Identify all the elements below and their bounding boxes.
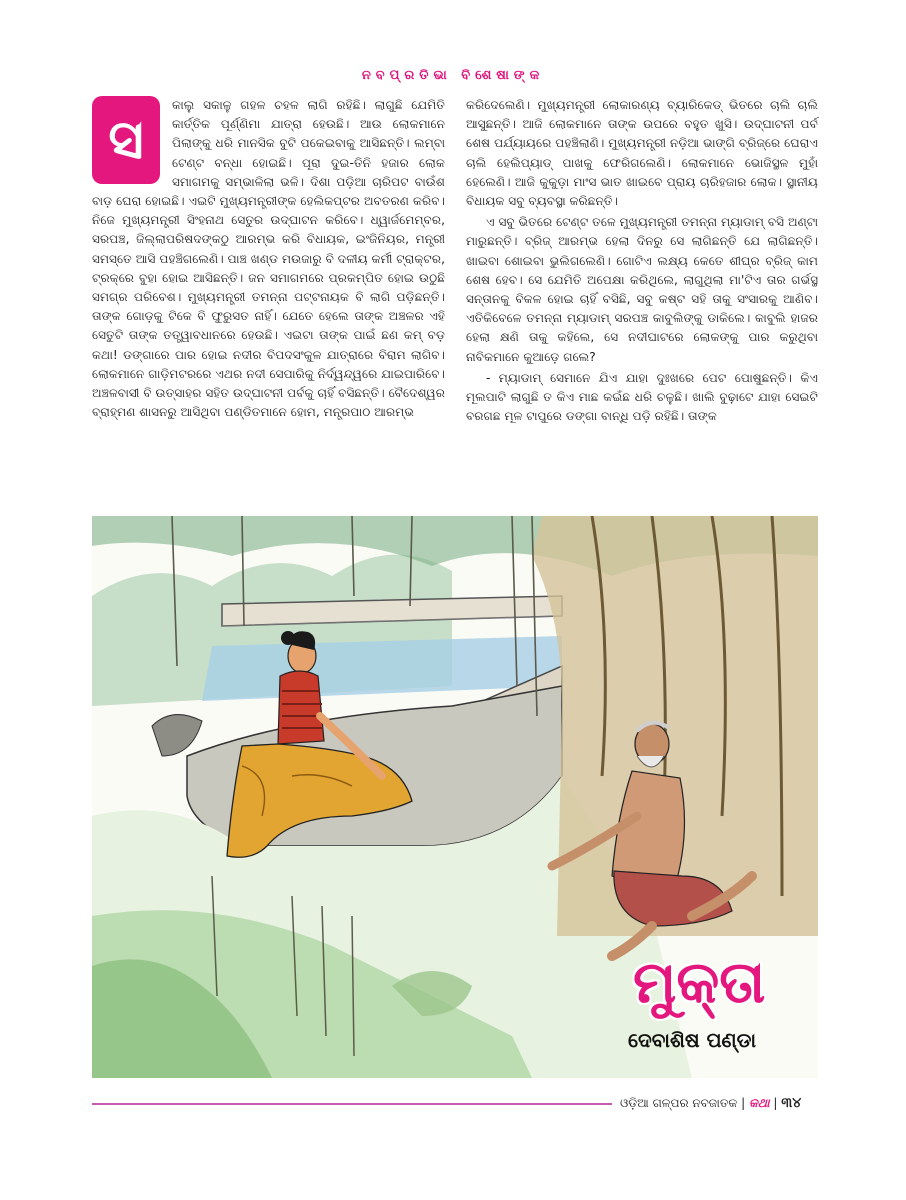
story-author: ଦେବାଶିଷ ପଣ୍ଡା xyxy=(628,1028,757,1052)
footer-divider: | xyxy=(773,1096,782,1110)
paragraph: ଏ ସବୁ ଭିତରେ ଟେଣ୍ଟ ତଳେ ମୁଖ୍ୟମନ୍ତ୍ରୀ ତମନ୍ନା ମ୍ୟାଡାମ୍ ବସି ଅଣ୍ଟା ମାରୁଛନ୍ତି। ବ୍ରିଜ୍ ଆରମ୍ଭ ହେଲା ଦିନରୁ ସେ ଲାଗିଛନ୍ତି ଯେ ଲାଗିଛନ୍ତି। ଖାଇବା ଶୋଇବା ଭୁଲିଗଲେଣି। ଗୋଟିଏ ଲକ୍ଷ୍ୟ କେତେ ଶୀଘ୍ର ବ୍ରିଜ୍ କାମ ଶେଷ ହେବ। ସେ ଯେମିତି ଅପେକ୍ଷା କରିଥିଲେ, ଲାଗୁଥିଲା ମା'ଟିଏ ତାର ଗର୍ଭସ୍ଥ ସନ୍ତାନକୁ ବିକଳ ହୋଇ ଚାହିଁ ବସିଛି, ସବୁ କଷ୍ଟ ସହି ତାକୁ ସଂସାରକୁ ଆଣିବ। ଏତିକିବେଳେ ତମନ୍ନା ମ୍ୟାଡାମ୍ ସରପଞ୍ଚ କାବୁଲିଙ୍କୁ ଡାକିଲେ। କାବୁଲି ହାଜର ହେଲା କ୍ଷଣି ତାକୁ କହିଲେ, ସେ ନଦୀଘାଟରେ ଲୋକଙ୍କୁ ପାର କରୁଥିବା ନାବିକମାନେ କୁଆଡ଼େ ଗଲେ? xyxy=(466,215,819,364)
dropcap: ସ xyxy=(92,96,160,184)
paragraph: କାଲୁ ସକାଳୁ ଗହଳ ଚହଳ ଲାଗି ରହିଛି। ଲାଗୁଛି ଯେମିତି କାର୍ତ୍ତିକ ପୂର୍ଣ୍ଣିମା ଯାତ୍ରା ହେଉଛି। ଆଉ ଲୋକମାନେ ପିଲାଙ୍କୁ ଧରି ମାନସିକ ବୁଟି ପକେଇବାକୁ ଆସିଛନ୍ତି। ଲମ୍ବା ଟେଣ୍ଟ ବନ୍ଧା ହୋଇଛି। ପୂରା ଦୁଇ-ତିନି ହଜାର ଲୋକ ସମାଗମକୁ ସମ୍ଭାଳିଲା ଭଳି। ଦିଶା ପଡ଼ିଆ ଚାରିପଟ ବାଉଁଶ ବାଡ଼ ଘେରା ହୋଇଛି। ଏଇଟି ମୁଖ୍ୟମନ୍ତ୍ରୀଙ୍କ ହେଲିକପ୍ଟର ଅବତରଣ କରିବ। ନିଜେ ମୁଖ୍ୟମନ୍ତ୍ରୀ ସିଂହନାଥ ସେତୁର ଉଦ୍‌ଘାଟନ କରିବେ। ଧ୍ୱାର୍ଜମେମ୍ବର, ସରପଞ୍ଚ, ଜିଲ୍ଲାପରିଷଦଙ୍କଠୁ ଆରମ୍ଭ କରି ବିଧାୟକ, ଇଂଜିନିୟର, ମନ୍ତ୍ରୀ ସମସ୍ତେ ଆସି ପହଞ୍ଚିଗଲେଣି। ପାଞ୍ଚ ଖଣ୍ଡ ମଉଜାରୁ ବି ଦଳୀୟ କର୍ମୀ ଟ୍ରାକ୍ଟର, ଟ୍ରକ୍‌ରେ ବୁହା ହୋଇ ଆସିଛନ୍ତି। ଜନ ସମାଗମରେ ପ୍ରକମ୍ପିତ ହୋଇ ଉଠୁଛି ସମଗ୍ର ପରିବେଶ। ମୁଖ୍ୟମନ୍ତ୍ରୀ ତମନ୍ନା ପଟ୍ଟନାୟକ ବି ଲାଗି ପଡ଼ିଛନ୍ତି। ତାଙ୍କ ଗୋଡ଼କୁ ଟିକେ ବି ଫୁରୁସତ ନାହିଁ। ଯେତେ ହେଲେ ତାଙ୍କ ଅଞ୍ଚଳର ଏହି ସେତୁଟି ତାଙ୍କ ତତ୍ତ୍ୱାବଧାନରେ ହେଉଛି। ଏଇଟା ତାଙ୍କ ପାଇଁ ଛଣ କମ୍ ବଡ଼ କଥା! ଡଙ୍ଗାରେ ପାର ହୋଇ ନଦୀର ବିପଦସଂକୁଳ ଯାତ୍ରାରେ ବିରାମ ଲାଗିବ। ଲୋକମାନେ ଗାଡ଼ିମଟରରେ ଏଥର ନଦୀ ସେପାରିକୁ ନିର୍ଦ୍ୱନ୍ଦ୍ୱରେ ଯାଇପାରିବେ। ଅଞ୍ଚଳବାସୀ ବି ଉତ୍ସାହର ସହିତ ଉଦ୍‌ଘାଟନୀ ପର୍ବକୁ ଚାହିଁ ବସିଛନ୍ତି। ବୈଦେଶ୍ୱର ବ୍ରାହ୍ମଣ ଶାସନରୁ ଆସିଥିବା ପଣ୍ଡିତମାନେ ହୋମ, ମନ୍ତ୍ରପାଠ ଆରମ୍ଭ xyxy=(92,98,445,420)
story-title: ମୁକ୍ତା xyxy=(633,948,766,1016)
footer-divider: | xyxy=(741,1096,749,1110)
magazine-brand: କଥା xyxy=(748,1096,770,1110)
right-column xyxy=(466,96,818,426)
left-column xyxy=(92,96,445,422)
paragraph: କରିଦେଲେଣି। ମୁଖ୍ୟମନ୍ତ୍ରୀ ଲୋକାରଣ୍ୟ ବ୍ୟାରିକେଡ୍ ଭିତରେ ଚାଲି ଚାଲି ଆସୁଛନ୍ତି। ଆଜି ଲୋକମାନେ ତାଙ୍କ ଉପରେ ବହୁତ ଖୁସି। ଉଦ୍‌ଘାଟନୀ ପର୍ବ ଶେଷ ପର୍ଯ୍ୟାୟରେ ପହଞ୍ଚିଲାଣି। ମୁଖ୍ୟମନ୍ତ୍ରୀ ନଡ଼ିଆ ଭାଙ୍ଗି ବ୍ରିଜ୍‌ରେ ଘେରାଏ ଚାଲି ହେଲିପ୍ୟାଡ୍ ପାଖକୁ ଫେରିଗଲେଣି। ଲୋକମାନେ ଭୋଜିସ୍ଥଳ ମୁହାଁ ହେଲେଣି। ଆଜି କୁକୁଡ଼ା ମାଂସ ଭାତ ଖାଇବେ ପ୍ରାୟ ଚାରିହଜାର ଲୋକ। ସ୍ଥାନୀୟ ବିଧାୟକ ସବୁ ବ୍ୟବସ୍ଥା କରିଛନ୍ତି। xyxy=(466,98,818,209)
paragraph: - ମ୍ୟାଡାମ୍ ସେମାନେ ଯିଏ ଯାହା ଦୁଃଖରେ ପେଟ ପୋଷୁଛନ୍ତି। କିଏ ମୂଲପାଟି ଲାଗୁଛି ତ କିଏ ମାଛ କଇଁଛ ଧରି ଚଳୁଛି। ଖାଲି ବୁଢ଼ାଟେ ଯାହା ସେଇଟି ବରଗଛ ମୂଳ ଟାପୁରେ ଡଙ୍ଗା ବାନ୍ଧି ପଡ଼ି ରହିଛି। ତାଙ୍କ xyxy=(466,370,818,424)
page-number: ୩୪ xyxy=(781,1095,802,1111)
section-header: ନବପ୍ରତିଭା ବିଶେଷାଙ୍କ xyxy=(361,68,545,83)
footer-rule xyxy=(92,1103,612,1105)
footer-text: ଓଡ଼ିଆ ଗଳ୍ପର ନବଜାତକ xyxy=(620,1096,738,1110)
footer xyxy=(620,1095,801,1111)
